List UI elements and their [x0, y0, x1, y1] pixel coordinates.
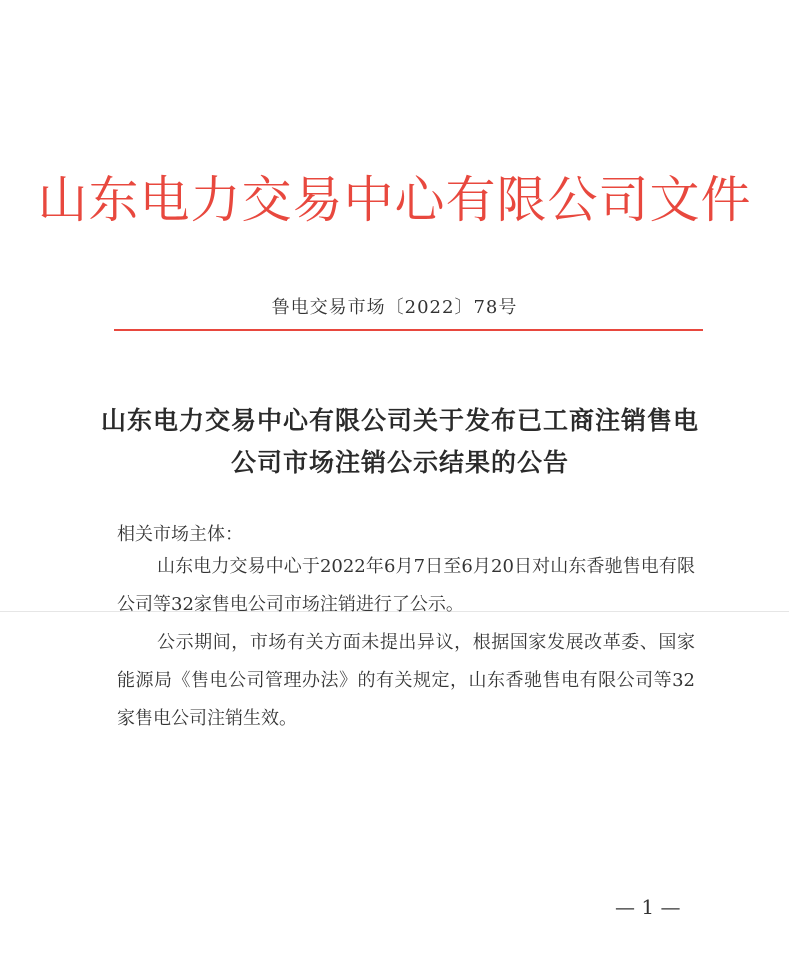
salutation: 相关市场主体：	[117, 524, 243, 545]
document-number: 鲁电交易市场〔2022〕78号	[271, 297, 518, 318]
document-header-title: 山东电力交易中心有限公司文件	[37, 171, 752, 229]
red-divider-line	[114, 329, 703, 331]
notice-title: 山东电力交易中心有限公司关于发布已工商注销售电公司市场注销公示结果的公告	[100, 406, 699, 477]
body-paragraph: 山东电力交易中心于2022年6月7日至6月20日对山东香驰售电有限公司等32家售电公司市场注销进行了公示。	[117, 556, 695, 615]
page-number: — 1 —	[615, 895, 681, 919]
body-paragraph: 公示期间，市场有关方面未提出异议，根据国家发展改革委、国家能源局《售电公司管理办法》的有关规定，山东香驰售电有限公司等32家售电公司注销生效。	[117, 632, 695, 729]
